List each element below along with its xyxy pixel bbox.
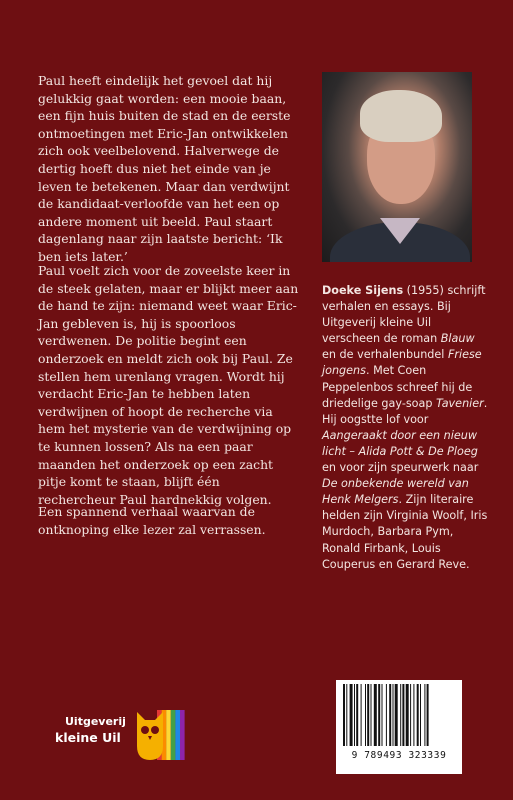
barcode-bar: [389, 684, 391, 746]
bio-book-title: Tavenier: [436, 396, 484, 410]
bio-book-title: Aangeraakt door een nieuw licht – Alida Pott & De Ploeg: [322, 428, 478, 458]
barcode-bar: [402, 684, 404, 746]
blurb-paragraph-2: Paul voelt zich voor de zoveelste keer in de steek gelaten, maar er blijkt meer aan de hand te zijn: niemand weet waar Eric-Jan gebleven is, hij is spoorloos verdwenen. De politie begint een onderzoek en meldt zich ook bij Paul. Ze stellen hem urenlang vragen. Wordt hij verdacht Eric-Jan te hebben laten verdwijnen of hoopt de recherche via hem het mysterie van de verdwijning op te kunnen lossen? Als na een paar maanden het onderzoek op een zacht pitje komt te staan, blijft één rechercheur Paul hardnekkig volgen.: [38, 263, 299, 507]
publisher-line-1: Uitgeverij: [65, 715, 126, 728]
publisher-name: [55, 714, 126, 746]
bio-book-title: Friese jongens: [322, 348, 482, 378]
barcode-bar: [382, 684, 383, 746]
barcode-bar: [367, 684, 369, 746]
barcode-bar: [371, 684, 372, 746]
bio-text: (1955) schrijft verhalen en essays. Bij Uitgeverij kleine Uil verscheen de roman: [322, 284, 486, 346]
barcode-bar: [395, 684, 398, 746]
blurb-paragraph-3: Een spannend verhaal waarvan de ontknoping elke lezer zal verrassen.: [38, 504, 266, 537]
barcode-bar: [346, 684, 347, 746]
barcode-bar: [406, 684, 409, 746]
bio-text: en voor zijn speurwerk naar: [322, 461, 479, 475]
barcode-bar: [427, 684, 429, 746]
bio-book-title: Blauw: [440, 332, 475, 346]
barcode-bar: [378, 684, 380, 746]
bio-text: . Met Coen Peppelenbos schreef hij de driedelige gay-soap: [322, 364, 473, 410]
barcode-bar: [361, 684, 362, 746]
barcode-bar: [413, 684, 414, 746]
bio-text: . Hij oogstte lof voor: [322, 396, 488, 426]
barcode-bar: [354, 684, 355, 746]
publisher-line-2: kleine Uil: [55, 730, 121, 745]
author-name: Doeke Sijens: [322, 284, 404, 297]
bio-text: . Zijn literaire helden zijn Virginia Woolf, Iris Murdoch, Barbara Pym, Ronald Firbank, Louis Couperus en Gerard Reve.: [322, 493, 488, 571]
barcode-bar: [386, 684, 387, 746]
barcode-bar: [350, 684, 353, 746]
barcode-bar: [417, 684, 419, 746]
barcode-bar: [424, 684, 425, 746]
barcode-bar: [393, 684, 394, 746]
barcode-bars: [343, 684, 455, 746]
barcode-bar: [365, 684, 366, 746]
owl-logo-icon: [133, 706, 185, 762]
barcode-bar: [356, 684, 358, 746]
bio-text: en de verhalenbundel: [322, 348, 448, 362]
author-bio: [322, 283, 492, 573]
bio-book-title: De onbekende wereld van Henk Melgers: [322, 477, 469, 507]
photo-hair: [360, 90, 442, 142]
barcode-bar: [400, 684, 401, 746]
author-photo: [322, 72, 472, 262]
barcode-bar: [374, 684, 377, 746]
isbn-barcode: [336, 680, 462, 774]
barcode-bar: [343, 684, 345, 746]
barcode-bar: [410, 684, 411, 746]
blurb-paragraph-1: Paul heeft eindelijk het gevoel dat hij gelukkig gaat worden: een mooie baan, een fijn huis buiten de stad en de eerste ontmoetingen met Eric-Jan ontwikkelen zich ook veelbelovend. Halverwege de dertig hoeft dus niet het einde van je leven te betekenen. Maar dan verdwijnt de kandidaat-verloofde van het een op andere moment uit beeld. Paul staart dagenlang naar zijn laatste bericht: ‘Ik ben iets later.’: [38, 73, 291, 264]
isbn-number: 9 789493 323339: [351, 750, 447, 761]
barcode-bar: [420, 684, 421, 746]
